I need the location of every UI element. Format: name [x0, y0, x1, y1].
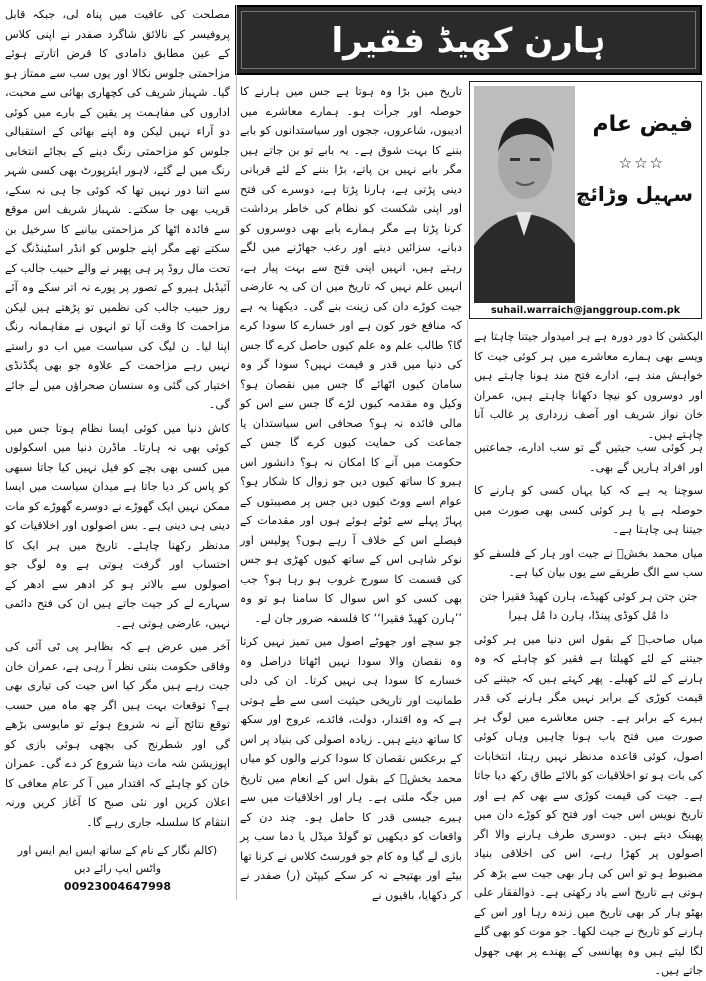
article-column-middle — [240, 82, 462, 900]
contact-phone: 00923004647998 — [63, 880, 172, 893]
stars-icon: ☆☆☆ — [618, 154, 665, 172]
article-column-left — [5, 5, 230, 900]
paragraph: میاں صاحبؒ کے بقول اس دنیا میں ہر کوئی جیتنے کے لئے کھیلتا ہے فقیر کو چاہئے کہ وہ ہارنے کے لئے کھیلے۔ پھر کہتے ہیں کہ جیتنے کی قیمت کوڑی کے برابر نہیں مگر ہارنے کی قدر ہیرے کے برابر ہے۔ جس معاشرے میں لوگ ہر صورت میں فتح یاب ہونا چاہیں وہاں کوئی اصول، کوئی قاعدہ مدنظر نہیں رہتا، انتخابات کی بات ہو تو اخلاقیات کو بالائے طاق رکھ دیا جاتا ہے۔ جیت کی قیمت کوڑی سے بھی کم ہے اور تاریخ نویس اس جیت اور فتح کو کوڑے دان میں پھینک دیتے ہیں۔ دوسری طرف ہارنے والا اگر اصولوں پر کھڑا رہے، اس کی اخلاقی بنیاد مضبوط ہو تو اس کی ہار بھی جیت سے بڑھ کر ہوتی ہے تاریخ اسے یاد رکھتی ہے۔ ذوالفقار علی بھٹو ہار کر بھی تاریخ میں زندہ رہا اور اس کے ہارنے کو تاریخ نے جیت لکھا۔ جو موت کو بھی گلے لگا لیتے ہیں وہ پھانسی کے پھندے پر بھی جھول جاتے ہیں۔ — [474, 632, 703, 977]
paragraph: مصلحت کی عافیت میں پناہ لی، جبکہ قابل پروفیسر کے نالائق شاگرد صفدر نے اپنی کلاس کے عین مطابق دامادی کا قرض اتارتے ہوئے مزاحمتی جلوس نکالا اور یوں سب سے ممتاز ہو گیا۔ شہباز شریف کی کچھاری بھائی سے محبت، اداروں کی مفاہمت پر یقین کے بارے میں کوئی دو آراء نہیں لیکن وہ اپنے بھائی کے استقبالی جلوس کو مزاحمتی رنگ دینے کے بجائے انتخابی رنگ میں لے گئے، لاہور ایئرپورٹ بھی کسی شہر سے اتنا دور نہیں تھا کہ کوئی جا ہی نہ سکے، قریب بھی جا سکتے۔ شہباز شریف اس موقع سے فائدہ اٹھا کر مزاحمتی بیانیے کا سرخیل بن سکتے تھے مگر اپنے جلوس کو انڈر اسٹینڈنگ کے تحت مال روڈ پر ہی پھیر نے والے حبیب جالب کے آئیڈیل ہیرو کے تصور پر پورے نہ اتر سکے وہ آئے روز حبیب جالب کی نظمیں تو پڑھتے ہیں لیکن مزاحمت کا وقت آیا تو انہوں نے مفاہمانہ رنگ اپنا لیا۔ ن لیگ کی سیاست میں اب دو راستے نہیں رہے مزاحمت کے علاوہ جو بھی پگڈنڈی اختیار کی گئی وہ سنسان صحراؤں میں لے جائے گی۔ — [5, 8, 230, 411]
paragraph: ہر کوئی سب جیتیں گے تو سب ادارے، جماعتیں اور افراد ہاریں گے بھی۔ — [474, 441, 703, 474]
paragraph: الیکشن کا دور دورہ ہے ہر امیدوار جیتنا چاہتا ہے ویسے بھی ہمارے معاشرے میں ہر کوئی جیت کا خواہش مند ہے، ادارے فتح مند ہونا چاہتے ہیں اور دوسروں کو نیچا دکھانا چاہتے ہیں، عمران خان نواز شریف اور آصف زرداری پر غالب آنا چاہتے ہیں۔ — [474, 330, 703, 441]
author-photo — [474, 86, 575, 303]
author-email: suhail.warraich@janggroup.com.pk — [490, 305, 681, 316]
author-name: فیض عام — [592, 112, 693, 137]
paragraph: جو سچے اور جھوٹے اصول میں تمیز نہیں کرتا وہ نقصان والا سودا نہیں اٹھاتا دراصل وہ خسارے کا سودا ہی نہیں کرتا۔ ان کی دلی طمانیت اور تاریخی حیثیت اسی سے طے ہوتی ہے کہ وہ اقتدار، دولت، فائدے، عروج اور سکھ کا ساتھ دیتے ہیں۔ زیادہ اصولی کی بنیاد پر اس کے برعکس نقصان کا سودا کرنے والوں کو میاں محمد بخشؒ کے بقول اس کے انعام میں تاریخ میں جگہ ملتی ہے۔ ہار اور اخلاقیات میں سے ہیرے جیسی قدر کا حامل ہو۔ چند دن کے واقعات کو دیکھیں تو گولڈ میڈل یا دما سب پر بازی لے گیا وہ کام جو فورسٹ کلاس نے کرنا تھا بیٹے اور بھتیجے نہ کر سکے کیپٹن (ر) صفدر نے کر دکھایا، باقیوں نے — [240, 635, 462, 902]
paragraph: میاں محمد بخشؒ نے جیت اور ہار کے فلسفے کو سب سے الگ طریقے سے یوں بیان کیا ہے۔ — [474, 546, 703, 579]
paragraph: سوچنا یہ ہے کہ کیا یہاں کسی کو ہارنے کا حوصلہ ہے یا ہر کوئی کسی بھی صورت میں جیتنا ہی چاہتا ہے۔ — [474, 484, 703, 536]
paragraph: تاریخ میں بڑا وہ ہوتا ہے جس میں ہارنے کا حوصلہ اور جرأت ہو۔ ہمارے معاشرے میں ادیبوں، شاعروں، ججوں اور سیاستدانوں کو بابے بننے کا بہت شوق ہے۔ یہ بابے تو بن جاتے ہیں مگر بابے نہیں بن پاتے، بڑا بننے کے لئے قربانی دینی پڑتی ہے، ہارنا پڑتا ہے، دوسرے کی فتح اور اپنی شکست کو نظام کی خاطر برداشت کرنا پڑتا ہے مگر ہمارے بابے بھی دوسروں کو دبانے، سزائیں دینے اور رعب جھاڑنے میں لگے رہتے ہیں، انہیں اپنی فتح سے بہت پیار ہے، انہیں علم نہیں کہ تاریخ میں ان کی یہ عارضی جیت کوڑے دان کی زینت بنے گی۔ دیکھنا یہ ہے کہ منافع خور کون ہے اور خسارے کا سودا کرے گا؟ طالب علم وہ علم کیوں حاصل کرے گا جس کی دنیا میں قدر و قیمت نہیں؟ سودا گر وہ سامان کیوں اٹھائے گا جس میں نقصان ہو؟ وکیل وہ مقدمہ کیوں لڑے گا جس سے اس کو مالی فائدہ نہ ہو؟ صحافی اس سیاستدان یا جماعت کی حمایت کیوں کرے گا جس کے حکومت میں آنے کا امکان نہ ہو؟ دانشور اس ہیرو کا ساتھ کیوں دیں جو زوال کا شکار ہو؟ عوام اسے ووٹ کیوں دیں جس پر مصیبتوں کے پہاڑ پہلے سے ٹوٹے ہوئے ہوں اور مقدمات کے فیصلے اس کے خلاف آ رہے ہوں؟ پولیس اور نوکر شاہی اس کے ساتھ کیوں کھڑی ہو جس کی قسمت کا سورج غروب ہو رہا ہو؟ جب بھی کسی کو اس سوال کا سامنا ہو تو وہ ’’ہارن کھیڈ فقیرا‘‘ کا فلسفہ ضرور جان لے۔ — [240, 85, 462, 625]
column-title: ہارن کھیڈ فقیرا — [331, 20, 606, 61]
article-column-right-top — [474, 327, 703, 441]
column-title-banner — [235, 5, 702, 75]
column-divider — [467, 320, 468, 900]
contact-note: (کالم نگار کے نام کے ساتھ ایس ایم ایس اور واٹس ایپ رائے دیں — [17, 844, 218, 875]
paragraph: آخر میں عرض ہے کہ بظاہر پی ٹی آئی کی وفاقی حکومت بنتی نظر آ رہی ہے، عمران خان جیت رہے ہیں مگر کیا اس جیت کی تیاری بھی ہے؟ توقعات بہت ہیں اگر چھ ماہ میں حسب توقع نتائج آنے نہ شروع ہوئے تو مایوسی بڑھے گی اور شطرنج کی بچھی ہوئی بازی کو اپوزیشن شہ مات دینا شروع کر دے گی۔ عمران خان کو چاہئے کہ اقتدار میں آ کر عام معافی کا اعلان کریں اور نئی صبح کا آغاز کریں ورنہ انتقام کا سلسلہ جاری رہے گا۔ — [5, 640, 230, 829]
article-column-right — [474, 438, 703, 977]
author-box — [469, 81, 702, 319]
paragraph: کاش دنیا میں کوئی ایسا نظام ہوتا جس میں کوئی بھی نہ ہارتا۔ ماڈرن دنیا میں اسکولوں میں کسی بھی بچے کو فیل نہیں کیا جاتا سبھی کو پاس کر دیا جاتا ہے میدان سیاست میں ایسا ممکن نہیں ایک گھوڑے نے دوسرے گھوڑے کو مات دینی ہی دینی ہے۔ بس اصولوں اور اخلاقیات کو مدنظر رکھنا چاہئے۔ تاریخ میں ہر ایک کا احتساب اور گرفت ہوتی ہے وہ لوگ جو اصولوں سے بالاتر ہو کر ادھر سے ادھر کے سہارے لے کر جیت جاتے ہیں ان کی فتح دائمی نہیں، عارضی ہوتی ہے۔ — [5, 421, 230, 630]
author-byline: سہیل وڑائچ — [575, 182, 693, 206]
verse: جتن جتن ہر کوئی کھیڈے، ہارن کھیڈ فقیرا جتن دا مُل کوڈی پینڈا، ہارن دا مُل ہیرا — [479, 589, 698, 622]
columnist-contact — [5, 842, 230, 896]
column-divider — [236, 5, 237, 900]
